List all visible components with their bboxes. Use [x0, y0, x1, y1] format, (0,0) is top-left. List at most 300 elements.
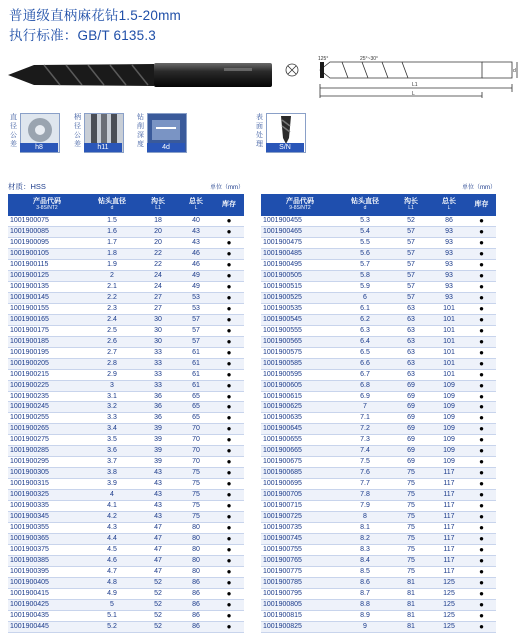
product-code: 1001900405: [8, 577, 86, 588]
feature-label: 柄径公差: [74, 114, 81, 148]
product-code: 1001900535: [261, 303, 339, 314]
drill-diameter: 5.3: [339, 216, 391, 226]
stock-indicator: ●: [467, 435, 496, 446]
product-code: 1001900735: [261, 523, 339, 534]
drill-diameter: 7.5: [339, 457, 391, 468]
product-code: 1001900275: [8, 435, 86, 446]
table-row: [8, 545, 244, 556]
drill-diameter: 5.2: [86, 621, 138, 632]
table-row: [261, 599, 496, 610]
drill-diameter: 4.2: [86, 512, 138, 523]
product-code: 1001900105: [8, 248, 86, 259]
drill-diameter: 6.3: [339, 325, 391, 336]
drill-diameter: 5.1: [86, 610, 138, 621]
product-code: 1001900815: [261, 610, 339, 621]
stock-indicator: ●: [467, 380, 496, 391]
drill-diameter: 4.6: [86, 556, 138, 567]
stock-indicator: ●: [467, 424, 496, 435]
flute-length: 39: [138, 424, 178, 435]
flute-length: 52: [138, 610, 178, 621]
drill-diameter: 3.7: [86, 457, 138, 468]
table-row: [261, 512, 496, 523]
table-row: [8, 577, 244, 588]
flute-length: 33: [138, 347, 178, 358]
stock-indicator: ●: [467, 556, 496, 567]
stock-indicator: ●: [214, 358, 244, 369]
flute-length: 75: [391, 534, 431, 545]
page-title: 普通级直柄麻花钻1.5-20mm: [9, 8, 181, 23]
product-code: 1001900115: [8, 259, 86, 270]
total-length: 53: [178, 303, 214, 314]
drill-diameter: 4.1: [86, 501, 138, 512]
total-length: 117: [431, 545, 467, 556]
flute-length: 20: [138, 226, 178, 237]
product-code: 1001900365: [8, 534, 86, 545]
product-code: 1001900565: [261, 336, 339, 347]
product-code: 1001900595: [261, 369, 339, 380]
total-length: 86: [178, 599, 214, 610]
drill-diameter: 7.1: [339, 413, 391, 424]
product-code: 1001900515: [261, 281, 339, 292]
flute-length: 39: [138, 446, 178, 457]
flute-length: 69: [391, 380, 431, 391]
flute-length: 30: [138, 314, 178, 325]
drill-diameter: 8.5: [339, 567, 391, 578]
flute-length: 24: [138, 270, 178, 281]
flute-length: 63: [391, 336, 431, 347]
drill-diameter: 7.7: [339, 479, 391, 490]
stock-indicator: ●: [467, 216, 496, 226]
product-code: 1001900165: [8, 314, 86, 325]
stock-indicator: ●: [467, 512, 496, 523]
drill-diameter: 7.4: [339, 446, 391, 457]
table-row: [8, 303, 244, 314]
stock-indicator: ●: [214, 314, 244, 325]
drill-diameter: 5.6: [339, 248, 391, 259]
stock-indicator: ●: [214, 347, 244, 358]
flute-length: 57: [391, 226, 431, 237]
stock-indicator: ●: [214, 248, 244, 259]
product-code: 1001900605: [261, 380, 339, 391]
stock-indicator: ●: [214, 468, 244, 479]
flute-length: 33: [138, 358, 178, 369]
total-length: 93: [431, 259, 467, 270]
drill-diameter: 6.4: [339, 336, 391, 347]
stock-indicator: ●: [214, 556, 244, 567]
stock-indicator: ●: [467, 599, 496, 610]
product-code: 1001900185: [8, 336, 86, 347]
stock-indicator: ●: [467, 347, 496, 358]
drill-diameter: 3.5: [86, 435, 138, 446]
stock-indicator: ●: [214, 545, 244, 556]
feature-tag: 4d: [147, 143, 185, 152]
stock-indicator: ●: [467, 457, 496, 468]
drill-diameter: 3.9: [86, 479, 138, 490]
stock-indicator: ●: [467, 336, 496, 347]
stock-indicator: ●: [214, 490, 244, 501]
total-length: 40: [178, 216, 214, 226]
drill-diameter: 5.4: [339, 226, 391, 237]
drill-diameter: 3: [86, 380, 138, 391]
flute-length: 52: [138, 577, 178, 588]
table-row: [261, 347, 496, 358]
total-length: 49: [178, 270, 214, 281]
table-row: [8, 292, 244, 303]
drill-diameter: 2.2: [86, 292, 138, 303]
flute-length: 63: [391, 347, 431, 358]
total-length: 86: [178, 588, 214, 599]
flute-length: 75: [391, 523, 431, 534]
drill-diameter: 2: [86, 270, 138, 281]
total-length: 117: [431, 523, 467, 534]
table-row: [8, 380, 244, 391]
product-code: 1001900205: [8, 358, 86, 369]
product-code: 1001900465: [261, 226, 339, 237]
flute-length: 69: [391, 402, 431, 413]
table-row: [8, 534, 244, 545]
table-row: [8, 391, 244, 402]
table-row: [261, 391, 496, 402]
total-length: 86: [178, 621, 214, 632]
drill-diameter: 8: [339, 512, 391, 523]
stock-indicator: ●: [214, 216, 244, 226]
stock-indicator: ●: [214, 512, 244, 523]
feature-label: 直径公差: [10, 114, 17, 148]
flute-length: 47: [138, 534, 178, 545]
drill-diameter: 5.7: [339, 259, 391, 270]
total-length: 75: [178, 468, 214, 479]
table-row: [261, 621, 496, 632]
feature-tag: h8: [20, 143, 58, 152]
stock-indicator: ●: [214, 259, 244, 270]
total-length: 93: [431, 248, 467, 259]
drill-diameter: 7: [339, 402, 391, 413]
total-length: 43: [178, 226, 214, 237]
flute-length: 57: [391, 270, 431, 281]
table-row: [261, 577, 496, 588]
table-row: [261, 281, 496, 292]
drill-diameter: 1.5: [86, 216, 138, 226]
drill-diameter: 8.3: [339, 545, 391, 556]
total-length: 109: [431, 435, 467, 446]
total-length: 80: [178, 567, 214, 578]
total-length: 101: [431, 347, 467, 358]
stock-indicator: ●: [214, 599, 244, 610]
table-row: [261, 413, 496, 424]
stock-indicator: ●: [214, 281, 244, 292]
total-length: 46: [178, 259, 214, 270]
flute-length: 57: [391, 248, 431, 259]
drill-diameter: 3.4: [86, 424, 138, 435]
table-row: [261, 567, 496, 578]
total-length: 117: [431, 479, 467, 490]
unit-label-left: 单位（mm）: [210, 185, 244, 191]
table-row: [8, 325, 244, 336]
stock-indicator: ●: [214, 303, 244, 314]
table-row: [261, 216, 496, 226]
stock-indicator: ●: [467, 610, 496, 621]
flute-length: 22: [138, 259, 178, 270]
total-length: 80: [178, 523, 214, 534]
total-length: 125: [431, 610, 467, 621]
flute-length: 69: [391, 446, 431, 457]
table-row: [8, 468, 244, 479]
stock-indicator: ●: [214, 523, 244, 534]
header-total-length: 总长 L: [178, 194, 214, 216]
flute-length: 57: [391, 259, 431, 270]
table-row: [261, 446, 496, 457]
table-row: [261, 424, 496, 435]
helix-angle-label: 25°~30°: [360, 56, 379, 62]
flute-length: 63: [391, 358, 431, 369]
product-code: 1001900495: [261, 259, 339, 270]
product-code: 1001900525: [261, 292, 339, 303]
product-code: 1001900485: [261, 248, 339, 259]
table-row: [261, 237, 496, 248]
table-row: [8, 588, 244, 599]
total-length: 117: [431, 534, 467, 545]
table-row: [8, 610, 244, 621]
product-code: 1001900475: [261, 237, 339, 248]
total-length: 70: [178, 424, 214, 435]
total-length: 65: [178, 402, 214, 413]
stock-indicator: ●: [467, 534, 496, 545]
table-row: [8, 216, 244, 226]
stock-indicator: ●: [214, 501, 244, 512]
stock-indicator: ●: [214, 621, 244, 632]
drill-diameter: 6.7: [339, 369, 391, 380]
stock-indicator: ●: [467, 468, 496, 479]
table-row: [8, 369, 244, 380]
drill-diameter: 7.8: [339, 490, 391, 501]
total-length: 125: [431, 621, 467, 632]
drill-diameter: 5.8: [339, 270, 391, 281]
flute-length: 75: [391, 501, 431, 512]
flute-length: 69: [391, 457, 431, 468]
stock-indicator: ●: [214, 413, 244, 424]
total-length: 57: [178, 314, 214, 325]
dim-d-label: d: [513, 68, 516, 74]
product-code: 1001900195: [8, 347, 86, 358]
product-code: 1001900085: [8, 226, 86, 237]
total-length: 80: [178, 534, 214, 545]
total-length: 101: [431, 314, 467, 325]
flute-length: 30: [138, 336, 178, 347]
product-code: 1001900785: [261, 577, 339, 588]
flute-length: 39: [138, 435, 178, 446]
flute-length: 52: [138, 599, 178, 610]
stock-indicator: ●: [214, 380, 244, 391]
table-row: [261, 479, 496, 490]
table-row: [261, 523, 496, 534]
product-code: 1001900685: [261, 468, 339, 479]
drill-diameter: 8.9: [339, 610, 391, 621]
table-row: [8, 336, 244, 347]
header-diameter: 钻头直径 d: [86, 194, 138, 216]
stock-indicator: ●: [214, 588, 244, 599]
flute-length: 57: [391, 292, 431, 303]
total-length: 70: [178, 435, 214, 446]
drill-diameter: 4.8: [86, 577, 138, 588]
table-row: [8, 402, 244, 413]
flute-length: 75: [391, 490, 431, 501]
stock-indicator: ●: [214, 226, 244, 237]
drill-diameter: 3.8: [86, 468, 138, 479]
stock-indicator: ●: [467, 490, 496, 501]
stock-indicator: ●: [467, 567, 496, 578]
product-code: 1001900615: [261, 391, 339, 402]
total-length: 93: [431, 237, 467, 248]
product-code: 1001900385: [8, 556, 86, 567]
table-row: [261, 314, 496, 325]
total-length: 86: [178, 577, 214, 588]
table-row: [8, 248, 244, 259]
product-code: 1001900645: [261, 424, 339, 435]
stock-indicator: ●: [467, 248, 496, 259]
table-row: [261, 270, 496, 281]
total-length: 117: [431, 512, 467, 523]
drill-diameter: 2.8: [86, 358, 138, 369]
stock-indicator: ●: [214, 325, 244, 336]
product-code: 1001900705: [261, 490, 339, 501]
drill-diameter: 8.6: [339, 577, 391, 588]
table-row: [261, 402, 496, 413]
flute-length: 43: [138, 490, 178, 501]
product-code: 1001900545: [261, 314, 339, 325]
flute-length: 69: [391, 435, 431, 446]
flute-length: 18: [138, 216, 178, 226]
flute-length: 24: [138, 281, 178, 292]
stock-indicator: ●: [467, 479, 496, 490]
flute-length: 47: [138, 556, 178, 567]
drill-diameter: 6.9: [339, 391, 391, 402]
product-code: 1001900625: [261, 402, 339, 413]
drill-diameter: 6.1: [339, 303, 391, 314]
drill-diameter: 1.9: [86, 259, 138, 270]
stock-indicator: ●: [467, 270, 496, 281]
total-length: 93: [431, 281, 467, 292]
total-length: 80: [178, 556, 214, 567]
feature-tag: h11: [84, 143, 122, 152]
product-code: 1001900585: [261, 358, 339, 369]
table-row: [8, 424, 244, 435]
table-row: [261, 435, 496, 446]
total-length: 117: [431, 501, 467, 512]
total-length: 109: [431, 391, 467, 402]
product-code: 1001900655: [261, 435, 339, 446]
table-row: [8, 358, 244, 369]
stock-indicator: ●: [467, 621, 496, 632]
product-code: 1001900725: [261, 512, 339, 523]
dim-l1-label: L1: [412, 82, 418, 88]
product-code: 1001900095: [8, 237, 86, 248]
flute-length: 81: [391, 599, 431, 610]
product-code: 1001900635: [261, 413, 339, 424]
drill-diameter: 2.3: [86, 303, 138, 314]
product-code: 1001900775: [261, 567, 339, 578]
stock-indicator: ●: [214, 292, 244, 303]
header-code: 产品代码 9-8S/NT2: [261, 194, 339, 216]
stock-indicator: ●: [467, 545, 496, 556]
flute-length: 43: [138, 512, 178, 523]
product-code: 1001900395: [8, 567, 86, 578]
feature-label: 钻削深度: [137, 114, 144, 148]
total-length: 75: [178, 512, 214, 523]
table-row: [261, 490, 496, 501]
total-length: 75: [178, 479, 214, 490]
total-length: 70: [178, 446, 214, 457]
table-row: [8, 512, 244, 523]
product-code: 1001900315: [8, 479, 86, 490]
spec-table-left: [8, 194, 244, 633]
table-row: [261, 545, 496, 556]
total-length: 57: [178, 325, 214, 336]
drill-diameter: 3.2: [86, 402, 138, 413]
flute-length: 69: [391, 413, 431, 424]
table-row: [261, 468, 496, 479]
drill-diameter: 1.7: [86, 237, 138, 248]
product-code: 1001900435: [8, 610, 86, 621]
table-row: [8, 567, 244, 578]
flute-length: 52: [391, 216, 431, 226]
drill-diameter: 7.9: [339, 501, 391, 512]
total-length: 43: [178, 237, 214, 248]
flute-length: 75: [391, 567, 431, 578]
table-row: [261, 501, 496, 512]
drill-diameter: 8.2: [339, 534, 391, 545]
drill-diameter: 4.4: [86, 534, 138, 545]
flute-length: 57: [391, 281, 431, 292]
stock-indicator: ●: [214, 435, 244, 446]
table-row: [8, 523, 244, 534]
flute-length: 22: [138, 248, 178, 259]
product-code: 1001900345: [8, 512, 86, 523]
flute-length: 36: [138, 391, 178, 402]
flute-length: 69: [391, 391, 431, 402]
drill-diameter: 2.9: [86, 369, 138, 380]
table-row: [261, 556, 496, 567]
total-length: 57: [178, 336, 214, 347]
stock-indicator: ●: [467, 369, 496, 380]
drill-diameter: 4.5: [86, 545, 138, 556]
total-length: 93: [431, 292, 467, 303]
flute-length: 75: [391, 468, 431, 479]
flute-length: 33: [138, 380, 178, 391]
table-row: [8, 599, 244, 610]
flute-length: 75: [391, 512, 431, 523]
flute-length: 75: [391, 479, 431, 490]
drill-diameter: 6.6: [339, 358, 391, 369]
total-length: 61: [178, 380, 214, 391]
drill-diameter: 6.8: [339, 380, 391, 391]
table-row: [261, 534, 496, 545]
product-code: 1001900765: [261, 556, 339, 567]
product-code: 1001900825: [261, 621, 339, 632]
product-code: 1001900215: [8, 369, 86, 380]
product-code: 1001900675: [261, 457, 339, 468]
flute-length: 36: [138, 402, 178, 413]
header-flute-length: 沟长 L1: [391, 194, 431, 216]
stock-indicator: ●: [214, 369, 244, 380]
drill-diameter: 6: [339, 292, 391, 303]
product-code: 1001900755: [261, 545, 339, 556]
stock-indicator: ●: [214, 391, 244, 402]
table-row: [8, 226, 244, 237]
flute-length: 27: [138, 303, 178, 314]
header-stock: 库存: [467, 194, 496, 216]
flute-length: 30: [138, 325, 178, 336]
product-code: 1001900455: [261, 216, 339, 226]
